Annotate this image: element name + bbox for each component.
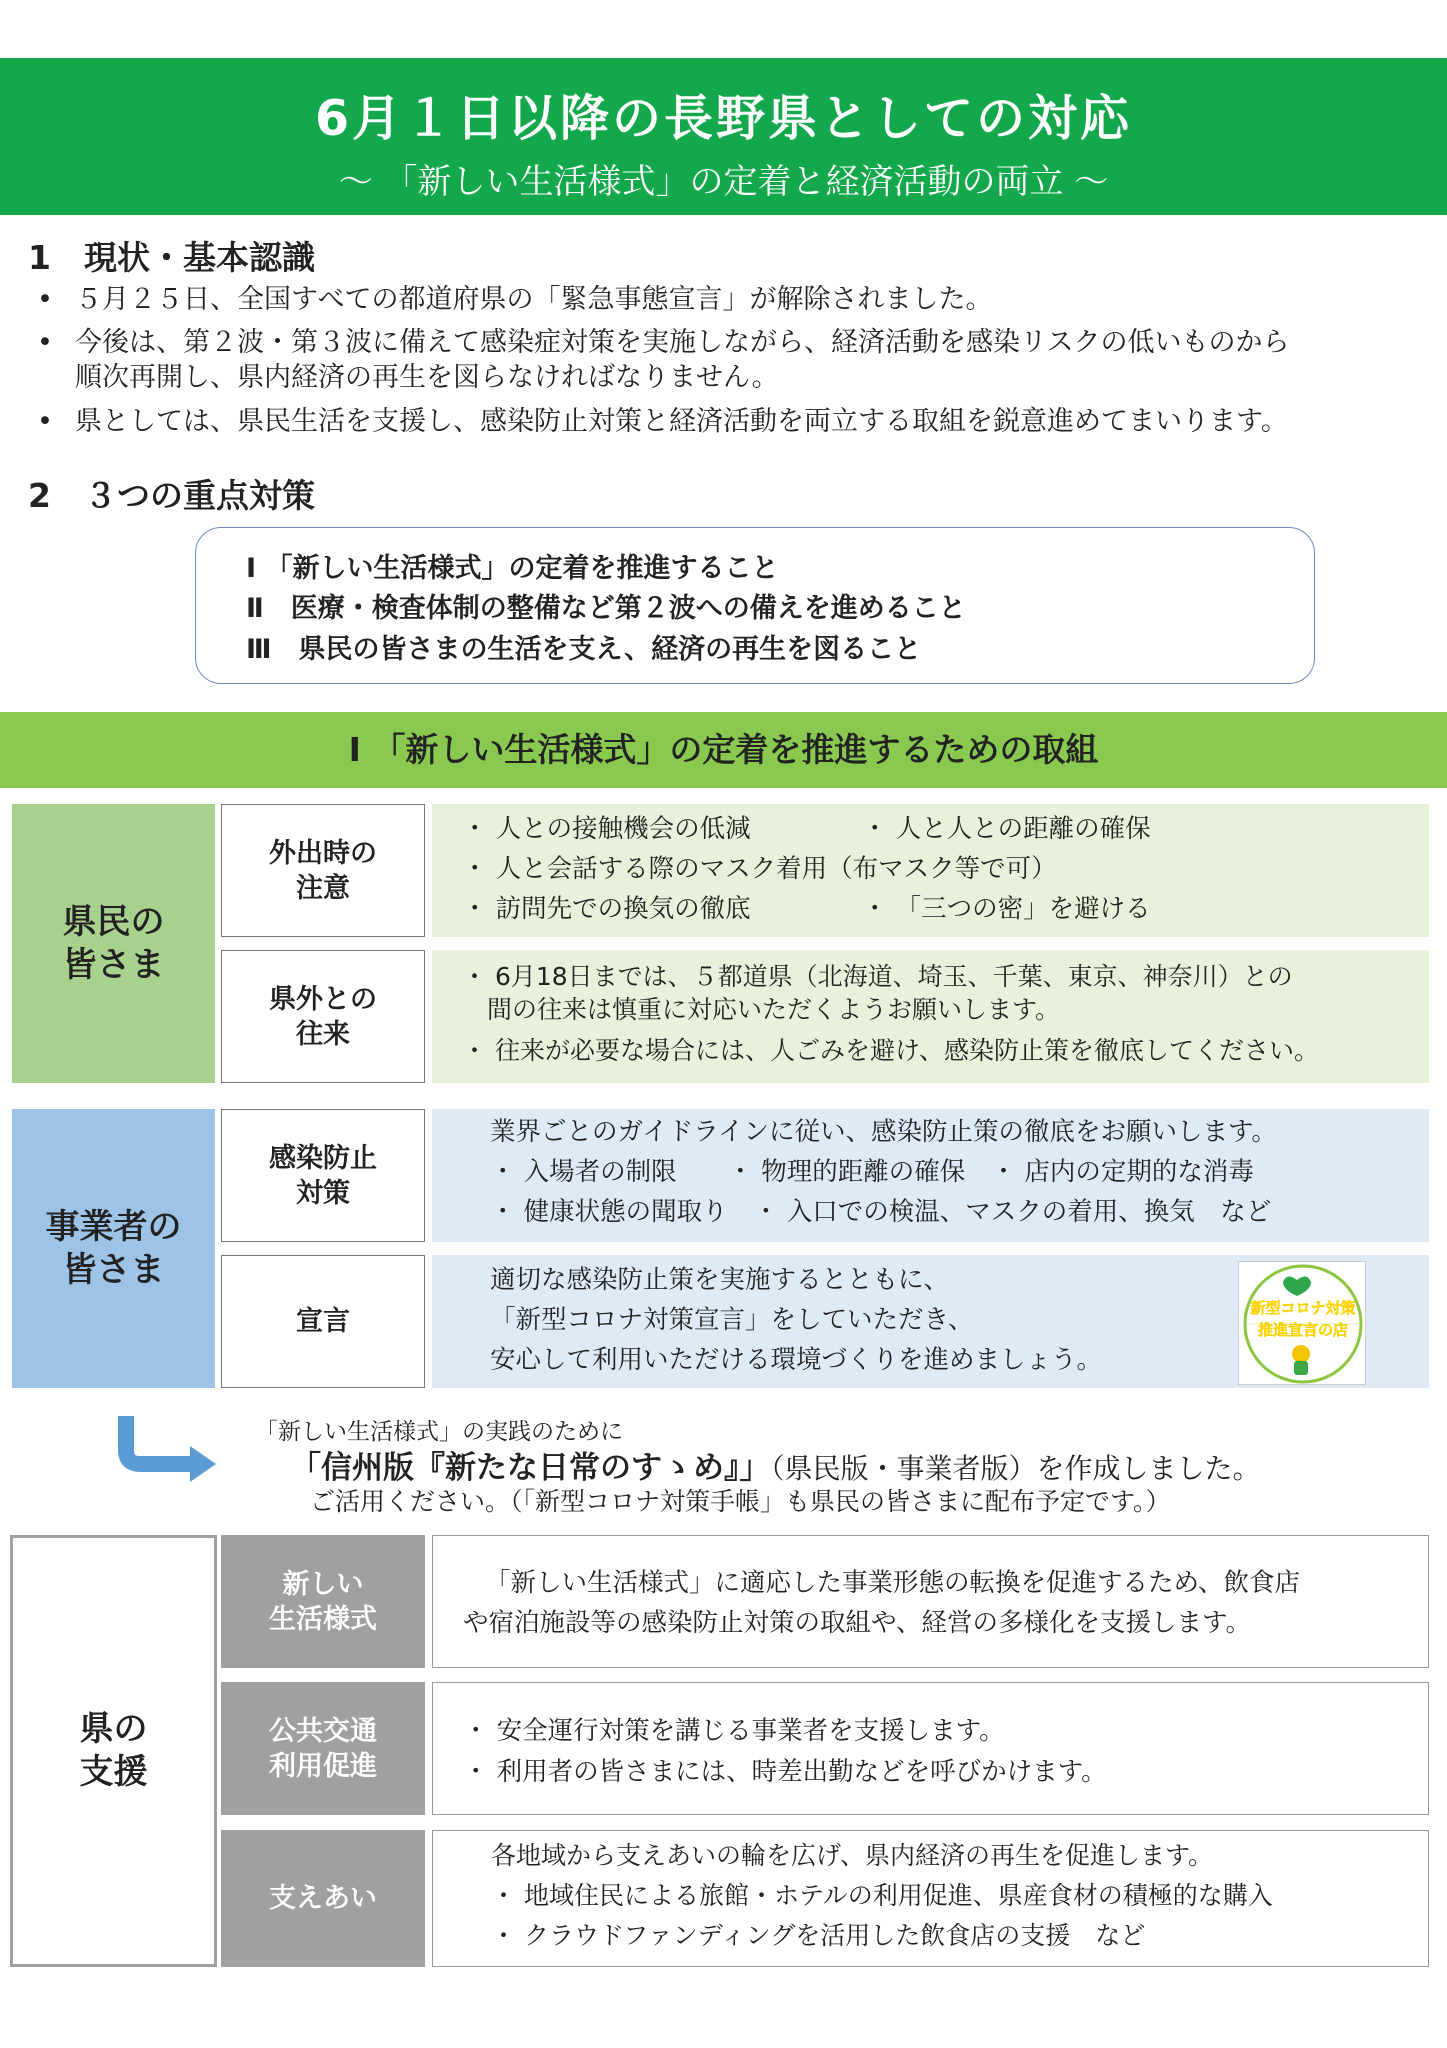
outing-caution-content <box>432 804 1429 937</box>
businesses-category: 事業者の 皆さま <box>12 1109 215 1388</box>
content-line: ・ 往来が必要な場合には、人ごみを避け、感染防止策を徹底してください。 <box>462 1036 1319 1065</box>
content-line: や宿泊施設等の感染防止対策の取組や、経営の多様化を支援します。 <box>463 1608 1251 1638</box>
bullet-dot-icon: • <box>37 406 53 437</box>
new-lifestyle-content <box>432 1535 1429 1668</box>
content-line: ・ 地域住民による旅館・ホテルの利用促進、県産食材の積極的な購入 <box>491 1881 1273 1910</box>
content-line: ・ 健康状態の聞取り ・ 入口での検温、マスクの着用、換気 など <box>490 1197 1272 1227</box>
covid-declaration-logo <box>1238 1261 1366 1385</box>
bullet-item-continued: 順次再開し、県内経済の再生を図らなければなりません。 <box>75 362 779 393</box>
new-lifestyle-label: 新しい 生活様式 <box>221 1535 425 1668</box>
bullet-item: • ５月２５日、全国すべての都道府県の「緊急事態宣言」が解除されました。 <box>35 282 1425 317</box>
infection-prevention-content <box>432 1109 1429 1242</box>
content-line: 間の往来は慎重に対応いただくようお願いします。 <box>462 995 1061 1024</box>
bullet-item: • 県としては、県民生活を支援し、感染防止対策と経済活動を両立する取組を鋭意進めてまいります。 <box>35 404 1425 439</box>
content-line: ・ 人と会話する際のマスク着用（布マスク等で可） <box>462 854 1057 884</box>
content-line: ・ 人との接触機会の低減 ・ 人と人との距離の確保 <box>462 814 1151 844</box>
content-line: 安心して利用いただける環境づくりを進めましょう。 <box>490 1345 1103 1375</box>
mutual-support-label: 支えあい <box>221 1830 425 1967</box>
guidebook-title: 「信州版『新たな日常のすゝめ』」 <box>290 1450 771 1486</box>
content-line: ・ 6月18日までは、５都道県（北海道、埼玉、千葉、東京、神奈川）との <box>462 962 1293 991</box>
svg-text:新型コロナ対策: 新型コロナ対策 <box>1250 1299 1356 1317</box>
content-line: ・ 入場者の制限 ・ 物理的距離の確保 ・ 店内の定期的な消毒 <box>490 1157 1254 1187</box>
content-line: 「新型コロナ対策宣言」をしていただき、 <box>490 1305 974 1335</box>
note-intro: 「新しい生活様式」の実践のために <box>255 1419 623 1445</box>
content-line: 業界ごとのガイドラインに従い、感染防止策の徹底をお願いします。 <box>490 1117 1277 1147</box>
content-line: ・ 利用者の皆さまには、時差出勤などを呼びかけます。 <box>463 1757 1107 1787</box>
guidebook-notice: 「信州版『新たな日常のすゝめ』」（県民版・事業者版）を作成しました。 <box>290 1450 1261 1486</box>
declaration-label: 宣言 <box>221 1255 425 1388</box>
prefecture-support-category: 県の 支援 <box>10 1535 217 1967</box>
page-title: 6月１日以降の長野県としての対応 <box>314 90 1133 147</box>
public-transport-label: 公共交通 利用促進 <box>221 1682 425 1815</box>
content-line: 適切な感染防止策を実施するとともに、 <box>490 1265 950 1295</box>
mutual-support-content <box>432 1830 1429 1967</box>
interprefecture-travel-label: 県外との 往来 <box>221 950 425 1083</box>
residents-category: 県民の 皆さま <box>12 804 215 1083</box>
section2-heading: 2 ３つの重点対策 <box>28 476 315 515</box>
content-line: ・ クラウドファンディングを活用した飲食店の支援 など <box>491 1921 1146 1950</box>
declaration-badge-icon <box>1239 1262 1367 1386</box>
header-banner <box>0 58 1447 215</box>
bullet-item: • 今後は、第２波・第３波に備えて感染症対策を実施しながら、経済活動を感染リスクの低いものから <box>35 325 1425 360</box>
priority-item: Ⅲ 県民の皆さまの生活を支え、経済の再生を図ること <box>246 634 922 665</box>
content-line: ・ 安全運行対策を講じる事業者を支援します。 <box>463 1716 1005 1746</box>
note-usage: ご活用ください。（「新型コロナ対策手帳」も県民の皆さまに配布予定です。） <box>310 1487 1171 1516</box>
priority-item: Ⅱ 医療・検査体制の整備など第２波への備えを進めること <box>246 593 966 624</box>
public-transport-content <box>432 1682 1429 1815</box>
initiatives-banner: Ⅰ 「新しい生活様式」の定着を推進するための取組 <box>0 712 1447 788</box>
bullet-dot-icon: • <box>37 284 53 315</box>
priority-item: Ⅰ 「新しい生活様式」の定着を推進すること <box>246 553 779 584</box>
bent-arrow-icon <box>112 1412 222 1482</box>
content-line: 各地域から支えあいの輪を広げ、県内経済の再生を促進します。 <box>491 1841 1214 1870</box>
content-line: 「新しい生活様式」に適応した事業形態の転換を促進するため、飲食店 <box>485 1568 1300 1598</box>
page-subtitle: ～ 「新しい生活様式」の定着と経済活動の両立 ～ <box>338 162 1109 202</box>
content-line: ・ 訪問先での換気の徹底 ・ 「三つの密」を避ける <box>462 894 1151 924</box>
bullet-dot-icon: • <box>37 327 53 358</box>
outing-caution-label: 外出時の 注意 <box>221 804 425 937</box>
infection-prevention-label: 感染防止 対策 <box>221 1109 425 1242</box>
svg-text:推進宣言の店: 推進宣言の店 <box>1257 1321 1349 1339</box>
priorities-box <box>195 527 1315 684</box>
section1-heading: 1 現状・基本認識 <box>28 238 315 277</box>
interprefecture-travel-content <box>432 950 1429 1083</box>
